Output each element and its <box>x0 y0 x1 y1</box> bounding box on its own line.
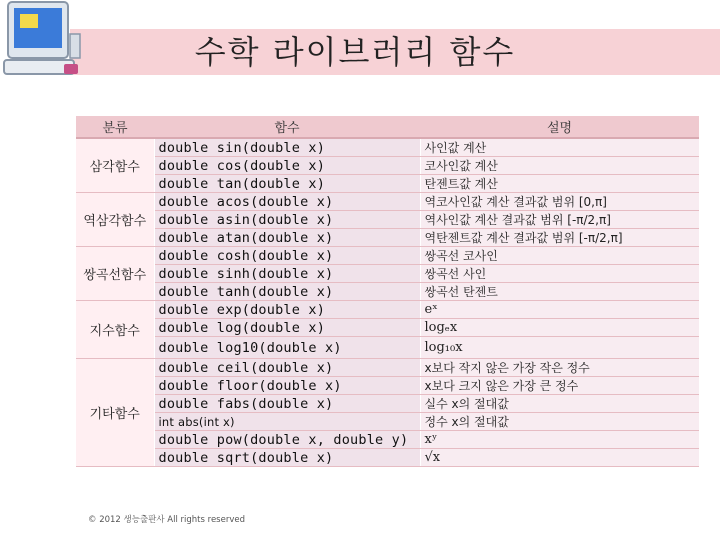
slide-title: 수학 라이브러리 함수 <box>194 33 516 71</box>
function-description: 코사인값 계산 <box>420 157 699 175</box>
function-signature: double sin(double x) <box>154 138 420 157</box>
function-description: log₁₀x <box>420 337 699 359</box>
table-row <box>76 175 699 193</box>
function-description: logₑx <box>420 319 699 337</box>
table-header-row <box>76 116 699 138</box>
function-signature: double tanh(double x) <box>154 283 420 301</box>
function-description: 역코사인값 계산 결과값 범위 [0,π] <box>420 193 699 211</box>
table-row <box>76 247 699 265</box>
table-row <box>76 319 699 337</box>
function-signature: double tan(double x) <box>154 175 420 193</box>
table-row <box>76 449 699 467</box>
math-functions-table <box>76 116 699 467</box>
table-row <box>76 301 699 319</box>
function-description: 사인값 계산 <box>420 138 699 157</box>
table-row <box>76 193 699 211</box>
table-row <box>76 157 699 175</box>
function-description: 역사인값 계산 결과값 범위 [-π/2,π] <box>420 211 699 229</box>
function-description: xʸ <box>420 431 699 449</box>
function-description: eˣ <box>420 301 699 319</box>
table-row <box>76 337 699 359</box>
function-signature: double cosh(double x) <box>154 247 420 265</box>
category-cell: 삼각함수 <box>76 138 154 193</box>
table-row <box>76 283 699 301</box>
function-signature: int abs(int x) <box>154 413 420 431</box>
header-description: 설명 <box>420 116 699 138</box>
table-row <box>76 377 699 395</box>
table-row <box>76 413 699 431</box>
table-row <box>76 138 699 157</box>
function-signature: double exp(double x) <box>154 301 420 319</box>
table-row <box>76 431 699 449</box>
computer-logo-icon <box>0 0 82 82</box>
category-cell: 지수함수 <box>76 301 154 359</box>
function-description: 쌍곡선 코사인 <box>420 247 699 265</box>
function-description: 쌍곡선 사인 <box>420 265 699 283</box>
function-description: x보다 작지 않은 가장 작은 정수 <box>420 359 699 377</box>
function-description: 정수 x의 절대값 <box>420 413 699 431</box>
function-signature: double sinh(double x) <box>154 265 420 283</box>
table-row <box>76 395 699 413</box>
function-signature: double pow(double x, double y) <box>154 431 420 449</box>
function-signature: double asin(double x) <box>154 211 420 229</box>
header-category: 분류 <box>76 116 154 138</box>
function-signature: double acos(double x) <box>154 193 420 211</box>
category-cell: 기타함수 <box>76 359 154 467</box>
function-signature: double log(double x) <box>154 319 420 337</box>
table-row <box>76 229 699 247</box>
function-description: 역탄젠트값 계산 결과값 범위 [-π/2,π] <box>420 229 699 247</box>
function-description: 탄젠트값 계산 <box>420 175 699 193</box>
function-signature: double floor(double x) <box>154 377 420 395</box>
copyright-footer: © 2012 생능출판사 All rights reserved <box>88 515 245 525</box>
function-description: x보다 크지 않은 가장 큰 정수 <box>420 377 699 395</box>
function-description: √x <box>420 449 699 467</box>
table-row <box>76 359 699 377</box>
function-signature: double atan(double x) <box>154 229 420 247</box>
function-signature: double log10(double x) <box>154 337 420 359</box>
table-row <box>76 265 699 283</box>
table-row <box>76 211 699 229</box>
function-description: 실수 x의 절대값 <box>420 395 699 413</box>
category-cell: 역삼각함수 <box>76 193 154 247</box>
function-signature: double sqrt(double x) <box>154 449 420 467</box>
header-function: 함수 <box>154 116 420 138</box>
category-cell: 쌍곡선함수 <box>76 247 154 301</box>
function-signature: double ceil(double x) <box>154 359 420 377</box>
function-description: 쌍곡선 탄젠트 <box>420 283 699 301</box>
function-signature: double cos(double x) <box>154 157 420 175</box>
function-signature: double fabs(double x) <box>154 395 420 413</box>
